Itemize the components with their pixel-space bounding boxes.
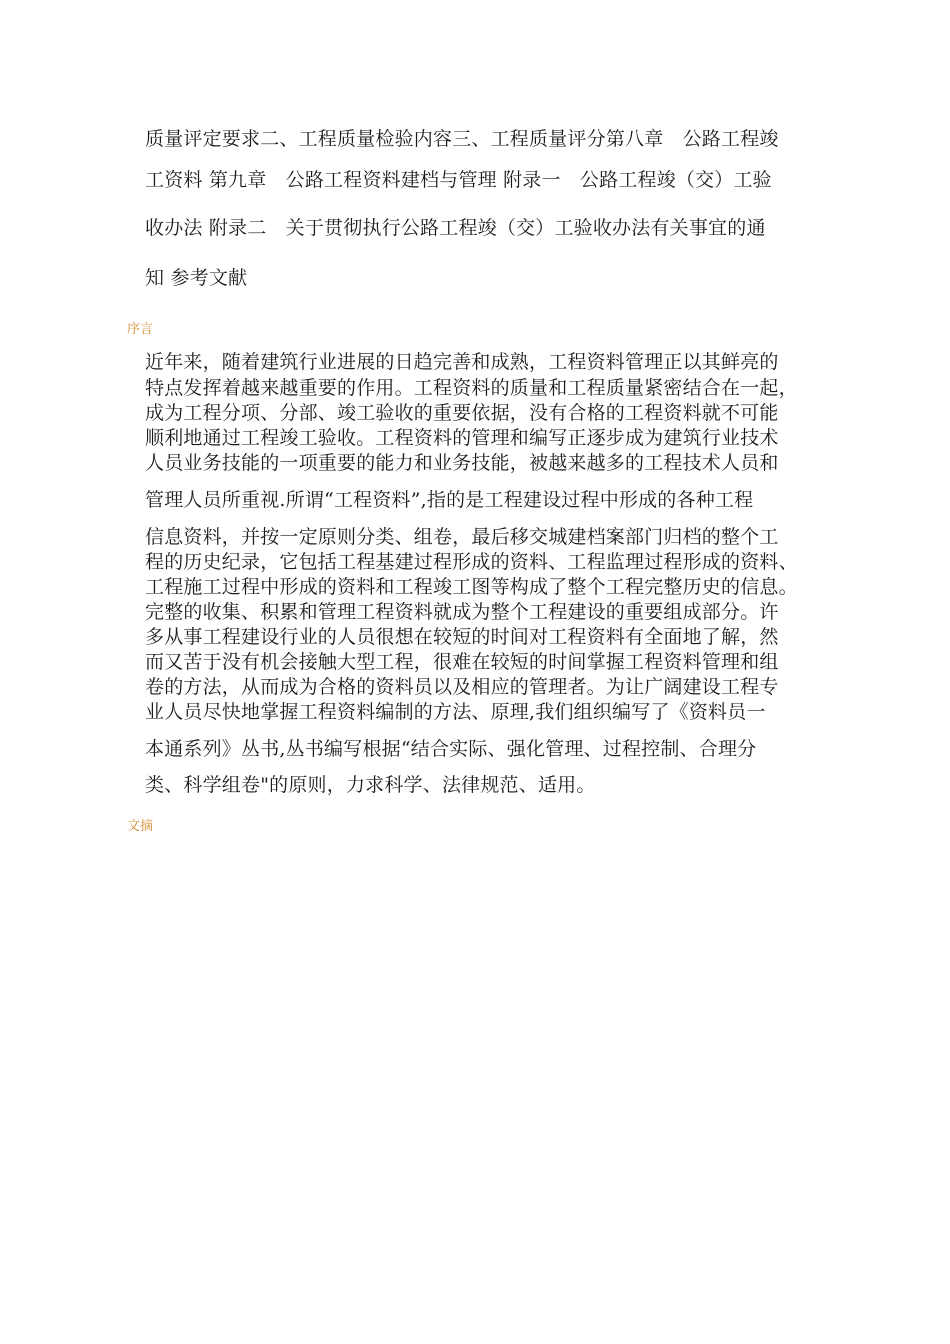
preface-line: 顺利地通过工程竣工验收。工程资料的管理和编写正逐步成为建筑行业技术 <box>145 427 779 449</box>
toc-line: 知 参考文献 <box>145 267 248 289</box>
preface-line: 管理人员所重视.所谓“工程资料”,指的是工程建设过程中形成的各种工程 <box>145 489 754 511</box>
preface-heading: 序言 <box>127 322 154 337</box>
preface-line: 工程施工过程中形成的资料和工程竣工图等构成了整个工程完整历史的信息。 <box>145 576 798 598</box>
toc-line: 工资料 第九章 公路工程资料建档与管理 附录一 公路工程竣（交）工验 <box>145 169 772 191</box>
preface-line: 类、科学组卷"的原则，力求科学、法律规范、适用。 <box>145 774 596 796</box>
preface-line: 本通系列》丛书,丛书编写根据“结合实际、强化管理、过程控制、合理分 <box>145 738 757 760</box>
preface-line: 业人员尽快地掌握工程资料编制的方法、原理,我们组织编写了《资料员一 <box>145 701 766 723</box>
preface-line: 人员业务技能的一项重要的能力和业务技能，被越来越多的工程技术人员和 <box>145 452 779 474</box>
preface-line: 而又苦于没有机会接触大型工程，很难在较短的时间掌握工程资料管理和组 <box>145 651 779 673</box>
preface-line: 信息资料，并按一定原则分类、组卷，最后移交城建档案部门归档的整个工 <box>145 526 779 548</box>
preface-line: 特点发挥着越来越重要的作用。工程资料的质量和工程质量紧密结合在一起， <box>145 377 798 399</box>
preface-line: 卷的方法，从而成为合格的资料员以及相应的管理者。为让广阔建设工程专 <box>145 676 779 698</box>
preface-line: 成为工程分项、分部、竣工验收的重要依据，没有合格的工程资料就不可能 <box>145 402 779 424</box>
toc-line: 收办法 附录二 关于贯彻执行公路工程竣（交）工验收办法有关事宜的通 <box>145 217 766 239</box>
preface-line: 程的历史纪录，它包括工程基建过程形成的资料、工程监理过程形成的资料、 <box>145 551 798 573</box>
preface-line: 多从事工程建设行业的人员很想在较短的时间对工程资料有全面地了解，然 <box>145 626 779 648</box>
toc-line: 质量评定要求二、工程质量检验内容三、工程质量评分第八章 公路工程竣 <box>145 128 779 150</box>
preface-line: 完整的收集、积累和管理工程资料就成为整个工程建设的重要组成部分。许 <box>145 601 779 623</box>
preface-line: 近年来，随着建筑行业进展的日趋完善和成熟，工程资料管理正以其鲜亮的 <box>145 351 779 373</box>
abstract-heading: 文摘 <box>127 819 154 834</box>
